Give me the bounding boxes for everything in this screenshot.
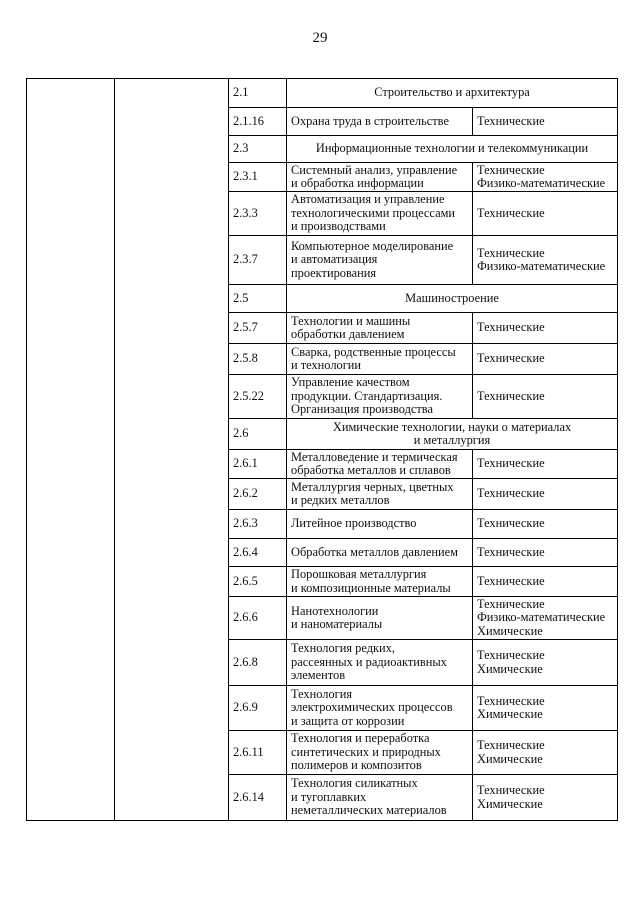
specialty-name [287, 375, 473, 419]
specialty-name [287, 567, 473, 597]
row-code: 2.3 [229, 136, 287, 163]
specialty-name-line: и обработка информации [291, 176, 424, 190]
blank-column-2 [115, 79, 229, 821]
specialty-name-line: элементов [291, 668, 346, 683]
row-code: 2.3.7 [229, 236, 287, 285]
specialty-name-line: Технология [291, 686, 353, 701]
specialty-name [287, 539, 473, 567]
specialty-name-line: и автоматизация [291, 252, 378, 267]
group-row [27, 79, 618, 108]
specialty-name [287, 479, 473, 510]
specialty-name-line: Обработка металлов давлением [291, 544, 458, 559]
page-number: 29 [312, 30, 328, 46]
specialty-name [287, 313, 473, 344]
science-branches [473, 640, 618, 686]
science-branch: Технические [477, 113, 545, 128]
science-branches [473, 344, 618, 375]
science-branches [473, 539, 618, 567]
science-branches [473, 775, 618, 821]
science-branch: Технические [477, 320, 545, 335]
row-code: 2.6.5 [229, 567, 287, 597]
specialty-name [287, 163, 473, 192]
specialty-name-line: рассеянных и радиоактивных [291, 654, 447, 669]
science-branch: Физико-математические [477, 259, 606, 273]
science-branch: Технические [477, 486, 545, 501]
science-branch: Физико-математические [477, 610, 606, 625]
specialties-table [26, 78, 618, 821]
specialty-name [287, 775, 473, 821]
specialty-name-line: и редких металлов [291, 493, 390, 507]
specialty-name-line: Компьютерное моделирование [291, 238, 454, 253]
row-code: 2.5.7 [229, 313, 287, 344]
group-title-line: Строительство и архитектура [374, 85, 530, 100]
specialty-name-line: Нанотехнологии [291, 603, 379, 618]
specialty-name-line: и производствами [291, 219, 386, 234]
specialty-name [287, 344, 473, 375]
science-branch: Химические [477, 751, 543, 766]
specialty-name [287, 686, 473, 731]
specialty-name-line: и защита от коррозии [291, 713, 405, 728]
science-branches [473, 731, 618, 775]
row-code: 2.3.3 [229, 192, 287, 236]
row-code: 2.6.3 [229, 510, 287, 539]
science-branch: Технические [477, 693, 545, 708]
science-branches [473, 450, 618, 479]
specialty-name-line: технологическими процессами [291, 205, 456, 220]
science-branches [473, 108, 618, 136]
specialty-name-line: проектирования [291, 265, 377, 280]
row-code: 2.6.6 [229, 597, 287, 640]
science-branches [473, 192, 618, 236]
science-branch: Физико-математические [477, 176, 606, 190]
science-branch: Химические [477, 623, 543, 638]
specialty-name-line: Технологии и машины [291, 313, 411, 328]
science-branch: Технические [477, 245, 545, 260]
specialty-name [287, 450, 473, 479]
specialty-name [287, 236, 473, 285]
science-branch: Технические [477, 596, 545, 611]
science-branch: Технические [477, 544, 545, 559]
science-branches [473, 479, 618, 510]
specialty-name [287, 597, 473, 640]
row-code: 2.1 [229, 79, 287, 108]
specialty-name-line: Системный анализ, управление [291, 162, 458, 177]
specialty-name-line: и технологии [291, 358, 362, 372]
science-branches [473, 163, 618, 192]
blank-column-1 [27, 79, 115, 821]
specialty-name-line: Порошковая металлургия [291, 567, 427, 582]
science-branches [473, 510, 618, 539]
science-branches [473, 567, 618, 597]
row-code: 2.1.16 [229, 108, 287, 136]
specialty-name-line: Управление качеством [291, 375, 410, 390]
specialty-name-line: Охрана труда в строительстве [291, 113, 449, 128]
science-branch: Химические [477, 707, 543, 721]
row-code: 2.5.22 [229, 375, 287, 419]
science-branch: Технические [477, 351, 545, 366]
group-title [287, 285, 618, 313]
specialty-name [287, 510, 473, 539]
group-title-line: Информационные технологии и телекоммуникации [315, 141, 589, 156]
science-branches [473, 686, 618, 731]
group-title-line: Химические технологии, науки о материалах [332, 419, 572, 434]
science-branches [473, 375, 618, 419]
science-branch: Технические [477, 783, 545, 798]
specialty-name-line: и тугоплавких [291, 789, 367, 804]
specialty-name-line: продукции. Стандартизация. [291, 388, 443, 403]
science-branch: Химические [477, 796, 543, 811]
science-branches [473, 236, 618, 285]
row-code: 2.6.9 [229, 686, 287, 731]
science-branch: Технические [477, 162, 545, 177]
specialty-name-line: Автоматизация и управление [291, 192, 445, 207]
row-code: 2.6.8 [229, 640, 287, 686]
specialty-name [287, 640, 473, 686]
row-code: 2.6.14 [229, 775, 287, 821]
group-title [287, 419, 618, 450]
group-title [287, 79, 618, 108]
row-code: 2.3.1 [229, 163, 287, 192]
specialty-name-line: синтетических и природных [291, 744, 441, 759]
science-branch: Технические [477, 456, 545, 471]
specialty-name-line: Металлургия черных, цветных [291, 479, 454, 494]
science-branches [473, 597, 618, 640]
science-branch: Технические [477, 648, 545, 663]
row-code: 2.6.2 [229, 479, 287, 510]
specialty-name-line: и композиционные материалы [291, 580, 451, 595]
specialty-name-line: обработки давлением [291, 327, 405, 341]
specialty-name-line: полимеров и композитов [291, 758, 422, 773]
science-branches [473, 313, 618, 344]
science-branch: Технические [477, 388, 545, 403]
specialty-name-line: обработка металлов и сплавов [291, 463, 451, 477]
table-body [27, 79, 618, 821]
science-branch: Химические [477, 661, 543, 676]
group-title-line: Машиностроение [405, 290, 499, 305]
specialty-name [287, 731, 473, 775]
specialty-name [287, 108, 473, 136]
science-branch: Технические [477, 516, 545, 531]
science-branch: Технические [477, 738, 545, 753]
specialty-name-line: Технология силикатных [291, 776, 418, 791]
science-branch: Технические [477, 205, 545, 220]
row-code: 2.6.4 [229, 539, 287, 567]
specialty-name-line: Организация производства [291, 402, 433, 417]
specialty-name-line: Технология редких, [291, 641, 395, 656]
row-code: 2.5.8 [229, 344, 287, 375]
specialty-name-line: и наноматериалы [291, 617, 383, 631]
group-title-line: и металлургия [413, 433, 491, 447]
specialty-name-line: Технология и переработка [291, 731, 430, 746]
row-code: 2.5 [229, 285, 287, 313]
group-title [287, 136, 618, 163]
specialty-name [287, 192, 473, 236]
row-code: 2.6.1 [229, 450, 287, 479]
specialty-name-line: Литейное производство [291, 516, 417, 531]
specialty-name-line: неметаллических материалов [291, 803, 447, 818]
science-branch: Технические [477, 573, 545, 588]
specialty-name-line: Металловедение и термическая [291, 449, 458, 464]
specialty-name-line: электрохимических процессов [291, 700, 453, 715]
specialty-name-line: Сварка, родственные процессы [291, 344, 456, 359]
row-code: 2.6 [229, 419, 287, 450]
row-code: 2.6.11 [229, 731, 287, 775]
